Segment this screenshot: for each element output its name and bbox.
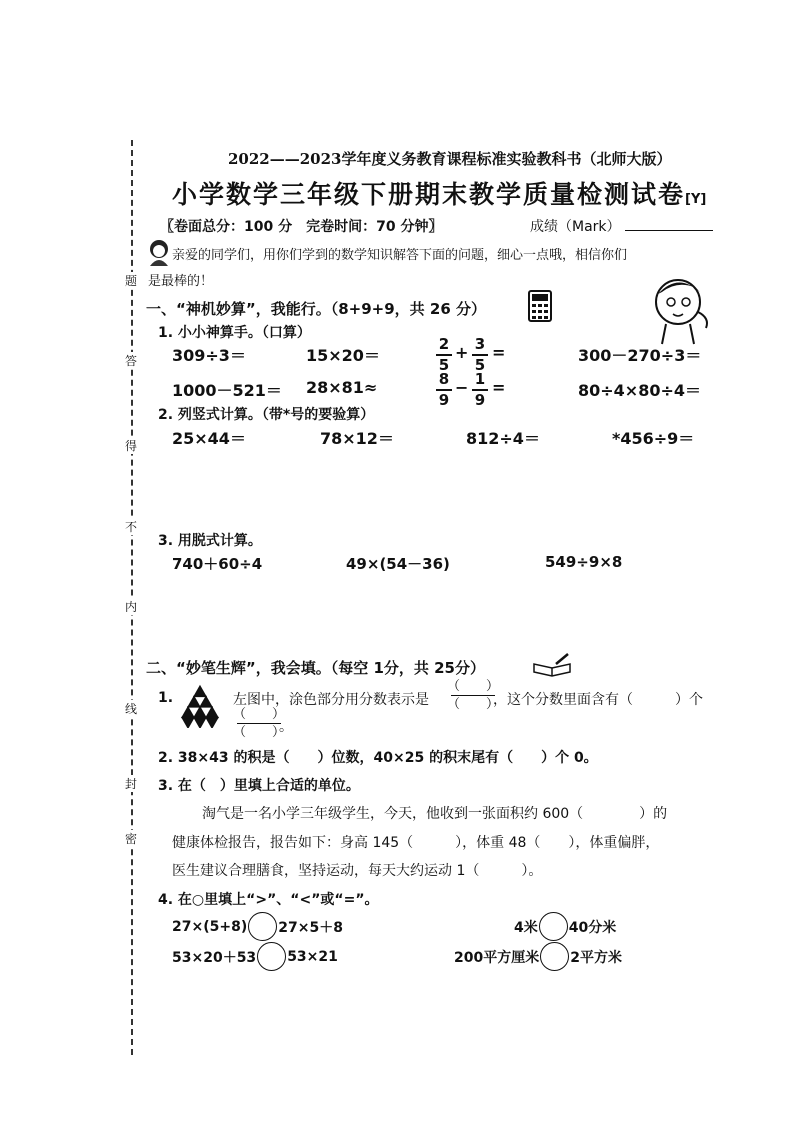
equals-sign: = [492,343,506,362]
supertitle: 2022——2023学年度义务教育课程标准实验教科书（北师大版） [228,150,672,168]
intro-line-1: 亲爱的同学们，用你们学到的数学知识解答下面的问题，细心一点哦，相信你们 [172,248,628,263]
fraction-blank[interactable]: （ ） （ ） [233,707,286,740]
period: 。 [279,719,293,735]
s2-q2: 2. 38×43 的积是（ ）位数，40×25 的积末尾有（ ）个 0。 [158,750,598,766]
margin-char: 封 [118,775,144,792]
fraction: 1 9 [472,371,488,409]
minus-sign: − [455,378,469,397]
s2-q1-text-a: 左图中，涂色部分用分数表示是 [233,692,429,708]
margin-char: 内 [118,598,144,615]
thinking-boy-icon [648,272,714,346]
oral-calc: 28×81≈ [306,378,378,397]
margin-char: 密 [118,830,144,847]
fraction: 8 9 [436,371,452,409]
q3-label: 3. 用脱式计算。 [158,533,262,549]
q1-label: 1. 小小神算手。（口算） [158,325,311,341]
margin-char: 答 [118,352,144,369]
oral-calc: 80÷4×80÷4＝ [578,381,702,400]
oral-calc: 15×20＝ [306,346,380,365]
margin-char: 不 [118,518,144,535]
vertical-calc: 812÷4＝ [466,429,540,448]
s2-q4-label: 4. 在○里填上“>”、“<”或“=”。 [158,892,379,908]
calculator-icon [528,290,552,322]
vertical-calc: 25×44＝ [172,429,246,448]
fraction: 3 5 [472,336,488,374]
s2-q3-para-3: 医生建议合理膳食，坚持运动，每天大约运动 1（ ）。 [172,863,543,879]
oral-calc: 300－270÷3＝ [578,346,702,365]
section2-heading: 二、“妙笔生辉”，我会填。（每空 1分，共 25分） [146,659,485,677]
s2-q3-para-2: 健康体检报告，报告如下：身高 145（ ），体重 48（ ），体重偏胖， [172,835,660,851]
margin-char: 得 [118,437,144,454]
compare-row: 53×20＋53 53×21 [172,942,338,971]
fraction-blank[interactable]: （ ） （ ） [447,679,500,712]
stepwise-calc: 49×(54－36) [346,555,450,573]
q2-label: 2. 列竖式计算。（带*号的要验算） [158,407,375,423]
student-girl-icon [146,238,172,268]
s2-q1-num: 1. [158,690,174,706]
vertical-calc: 78×12＝ [320,429,394,448]
compare-circle[interactable] [539,912,568,941]
stepwise-calc: 549÷9×8 [545,553,623,571]
section1-heading: 一、“神机妙算”，我能行。（8+9+9，共 26 分） [146,300,486,318]
margin-char: 题 [118,272,144,289]
page-title: 小学数学三年级下册期末教学质量检测试卷[Y] [172,180,707,209]
s2-q3-para-1: 淘气是一名小学三年级学生，今天，他收到一张面积约 600（ ）的 [202,806,668,822]
s2-q3-label: 3. 在（ ）里填上合适的单位。 [158,778,360,794]
exam-info: 〖卷面总分：100 分 完卷时间：70 分钟〗 [160,219,443,235]
stepwise-calc: 740＋60÷4 [172,555,263,573]
shaded-triangle-figure [176,684,224,728]
oral-calc: 1000－521＝ [172,381,282,400]
compare-circle[interactable] [257,942,286,971]
compare-circle[interactable] [540,942,569,971]
compare-row: 4米 40分米 [514,912,616,941]
plus-sign: + [455,343,469,362]
intro-line-2: 是最棒的！ [148,274,214,289]
margin-char: 线 [118,700,144,717]
compare-row: 200平方厘米 2平方米 [454,942,622,971]
compare-circle[interactable] [248,912,277,941]
oral-calc: 309÷3＝ [172,346,246,365]
pen-and-book-icon [532,652,572,678]
s2-q1-text-b: ，这个分数里面含有（ ）个 [493,692,703,708]
compare-row: 27×(5+8) 27×5＋8 [172,912,343,941]
score-field: 成绩（Mark） [530,216,713,236]
fraction: 2 5 [436,336,452,374]
vertical-calc: *456÷9＝ [612,429,695,448]
equals-sign: = [492,378,506,397]
